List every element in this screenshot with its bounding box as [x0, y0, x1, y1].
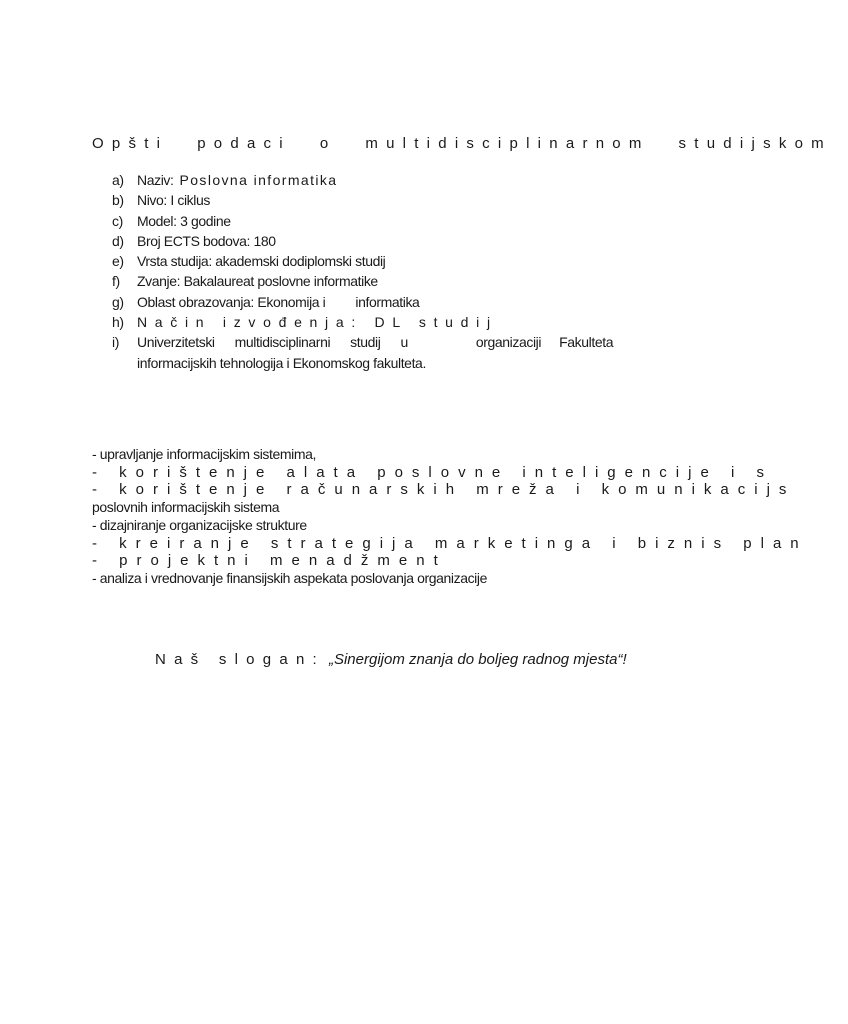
heading-word: Opšti: [92, 135, 169, 152]
skills-list: [92, 446, 808, 588]
list-item-label: f): [112, 273, 120, 290]
word: u: [400, 334, 408, 351]
list-item: [112, 190, 762, 210]
list-item-label: g): [112, 293, 124, 310]
list-item-label: c): [112, 212, 123, 229]
list-item: [112, 332, 762, 373]
skill-item: poslovnih informacijskih sistema: [92, 499, 280, 516]
field-name: Naziv:: [137, 172, 174, 188]
heading-word: multidisciplinarnom: [365, 135, 650, 152]
heading-word: podaci: [197, 135, 291, 152]
skill-item: - korištenje alata poslovne inteligencije i s: [92, 463, 773, 481]
list-item-text: [137, 332, 633, 373]
slogan: [155, 650, 627, 670]
list-item-label: e): [112, 253, 124, 270]
skill-item: - dizajniranje organizacijske strukture: [92, 516, 307, 533]
word: studij: [350, 334, 381, 351]
list-item-line: [137, 332, 633, 352]
list-item: [112, 211, 762, 231]
list-item-label: a): [112, 172, 124, 188]
list-item: [112, 251, 762, 271]
word: organizaciji: [475, 334, 542, 351]
list-item: [112, 170, 762, 190]
word: Univerzitetski: [137, 334, 215, 351]
slogan-lead: Naš slogan:: [155, 651, 325, 668]
list-item: [112, 231, 762, 251]
skill-item: - kreiranje strategija marketinga i biznis plan: [92, 534, 808, 552]
list-item-label: i): [112, 334, 119, 351]
list-item-text: Način izvođenja: DL studij: [137, 314, 498, 331]
heading-word: o: [319, 135, 337, 152]
list-item: [112, 271, 762, 291]
program-name: Poslovna informatika: [179, 172, 338, 188]
skill-item: - analiza i vrednovanje finansijskih aspekata poslovanja organizacije: [92, 569, 487, 586]
list-item-text: [137, 292, 419, 312]
list-item-label: b): [112, 192, 124, 209]
skill-item: - upravljanje informacijskim sistemima,: [92, 446, 317, 462]
field-value: informatika: [355, 293, 420, 310]
slogan-quote: „Sinergijom znanja do boljeg radnog mjesta“!: [328, 651, 627, 668]
list-item-label: d): [112, 232, 124, 249]
list-item-text: Model: 3 godine: [137, 212, 231, 229]
section-heading: [92, 134, 832, 154]
heading-word: studijskom: [678, 135, 832, 152]
skill-item: - korištenje računarskih mreža i komunikacijs: [92, 481, 796, 499]
word: multidisciplinarni: [234, 334, 331, 351]
list-item-text: Broj ECTS bodova: 180: [137, 232, 276, 249]
list-item-text: Nivo: I ciklus: [137, 192, 210, 209]
list-item-line: informacijskih tehnologija i Ekonomskog fakulteta.: [137, 354, 426, 371]
word: Fakulteta: [559, 334, 614, 351]
list-item: [112, 292, 762, 312]
general-info-list: [112, 170, 762, 373]
list-item-text: Vrsta studija: akademski dodiplomski studij: [137, 253, 386, 270]
skill-item: - projektni menadžment: [92, 552, 447, 570]
list-item: [112, 312, 762, 332]
field-text: Oblast obrazovanja: Ekonomija i: [137, 293, 326, 310]
list-item-label: h): [112, 314, 124, 331]
list-item-text: [137, 170, 337, 190]
list-item-text: Zvanje: Bakalaureat poslovne informatike: [137, 273, 378, 290]
